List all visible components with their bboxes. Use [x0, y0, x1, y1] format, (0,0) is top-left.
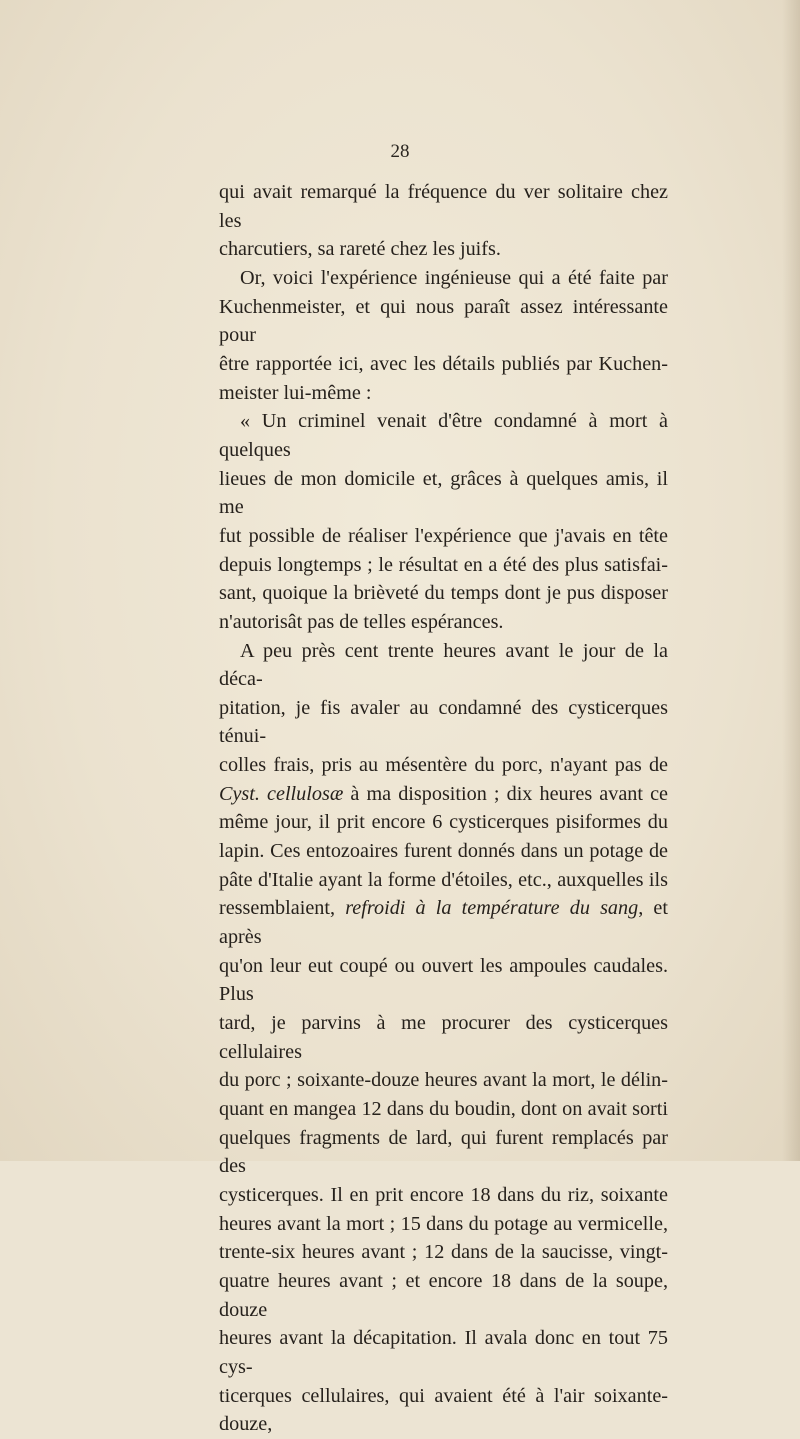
text-line: « Un criminel venait d'être condamné à mort à quelques — [219, 410, 668, 461]
text-line: colles frais, pris au mésentère du porc, n'ayant pas de — [219, 754, 668, 777]
text-line: quant en mangea 12 dans du boudin, dont on avait sorti — [219, 1098, 668, 1120]
text-line: quelques fragments de lard, qui furent remplacés par des — [219, 1126, 668, 1178]
text-line: quatre heures avant ; et encore 18 dans de la soupe, douze — [219, 1269, 668, 1321]
text-line: heures avant la mort ; 15 dans du potage au vermicelle, — [219, 1212, 668, 1235]
text-line: n'autorisât pas de telles espérances. — [219, 610, 504, 633]
page-number: 28 — [390, 141, 410, 162]
text-line: Cyst. cellulosæ à ma disposition ; dix heures avant ce — [219, 782, 669, 805]
italic-phrase: refroidi à la température du sang — [345, 897, 639, 920]
text-line: fut possible de réaliser l'expérience que j'avais en tête — [219, 524, 668, 547]
text-line: depuis longtemps ; le résultat en a été des plus satisfai- — [219, 553, 668, 576]
text-line: lapin. Ces entozoaires furent donnés dans un potage de — [219, 840, 668, 863]
text-line: charcutiers, sa rareté chez les juifs. — [219, 238, 501, 261]
text-line: qu'on leur eut coupé ou ouvert les ampoules caudales. Plus — [219, 954, 668, 1006]
text-line: pitation, je fis avaler au condamné des cysticerques ténui- — [219, 696, 668, 748]
text-line: A peu près cent trente heures avant le jour de la déca- — [219, 639, 668, 691]
text-line: meister lui-même : — [219, 381, 372, 404]
italic-phrase: Cyst. cellulosæ — [219, 782, 344, 805]
text-line: tard, je parvins à me procurer des cysticerques cellulaires — [219, 1012, 668, 1063]
body-text — [219, 178, 668, 1439]
text-line: même jour, il prit encore 6 cysticerques pisiformes du — [219, 811, 668, 834]
text-line: être rapportée ici, avec les détails publiés par Kuchen- — [219, 352, 668, 375]
text-line: cysticerques. Il en prit encore 18 dans du riz, soixante — [219, 1183, 668, 1206]
text-line: qui avait remarqué la fréquence du ver solitaire chez les — [219, 181, 668, 232]
text-line: ressemblaient, refroidi à la température du sang, et après — [219, 897, 668, 949]
text-line: ticerques cellulaires, qui avaient été à l'air soixante-douze, — [219, 1384, 668, 1436]
text-line: pâte d'Italie ayant la forme d'étoiles, etc., auxquelles ils — [219, 868, 668, 891]
text-line: heures avant la décapitation. Il avala donc en tout 75 cys- — [219, 1327, 668, 1378]
text-line: du porc ; soixante-douze heures avant la mort, le délin- — [219, 1069, 668, 1092]
text-line: lieues de mon domicile et, grâces à quelques amis, il me — [219, 467, 668, 519]
page-edge-shadow — [782, 0, 800, 1161]
text-line: sant, quoique la brièveté du temps dont je pus disposer — [219, 582, 668, 605]
text-line: Or, voici l'expérience ingénieuse qui a été faite par — [240, 266, 668, 289]
text-line: Kuchenmeister, et qui nous paraît assez intéressante pour — [219, 295, 668, 347]
text-line: trente-six heures avant ; 12 dans de la saucisse, vingt- — [219, 1241, 668, 1264]
